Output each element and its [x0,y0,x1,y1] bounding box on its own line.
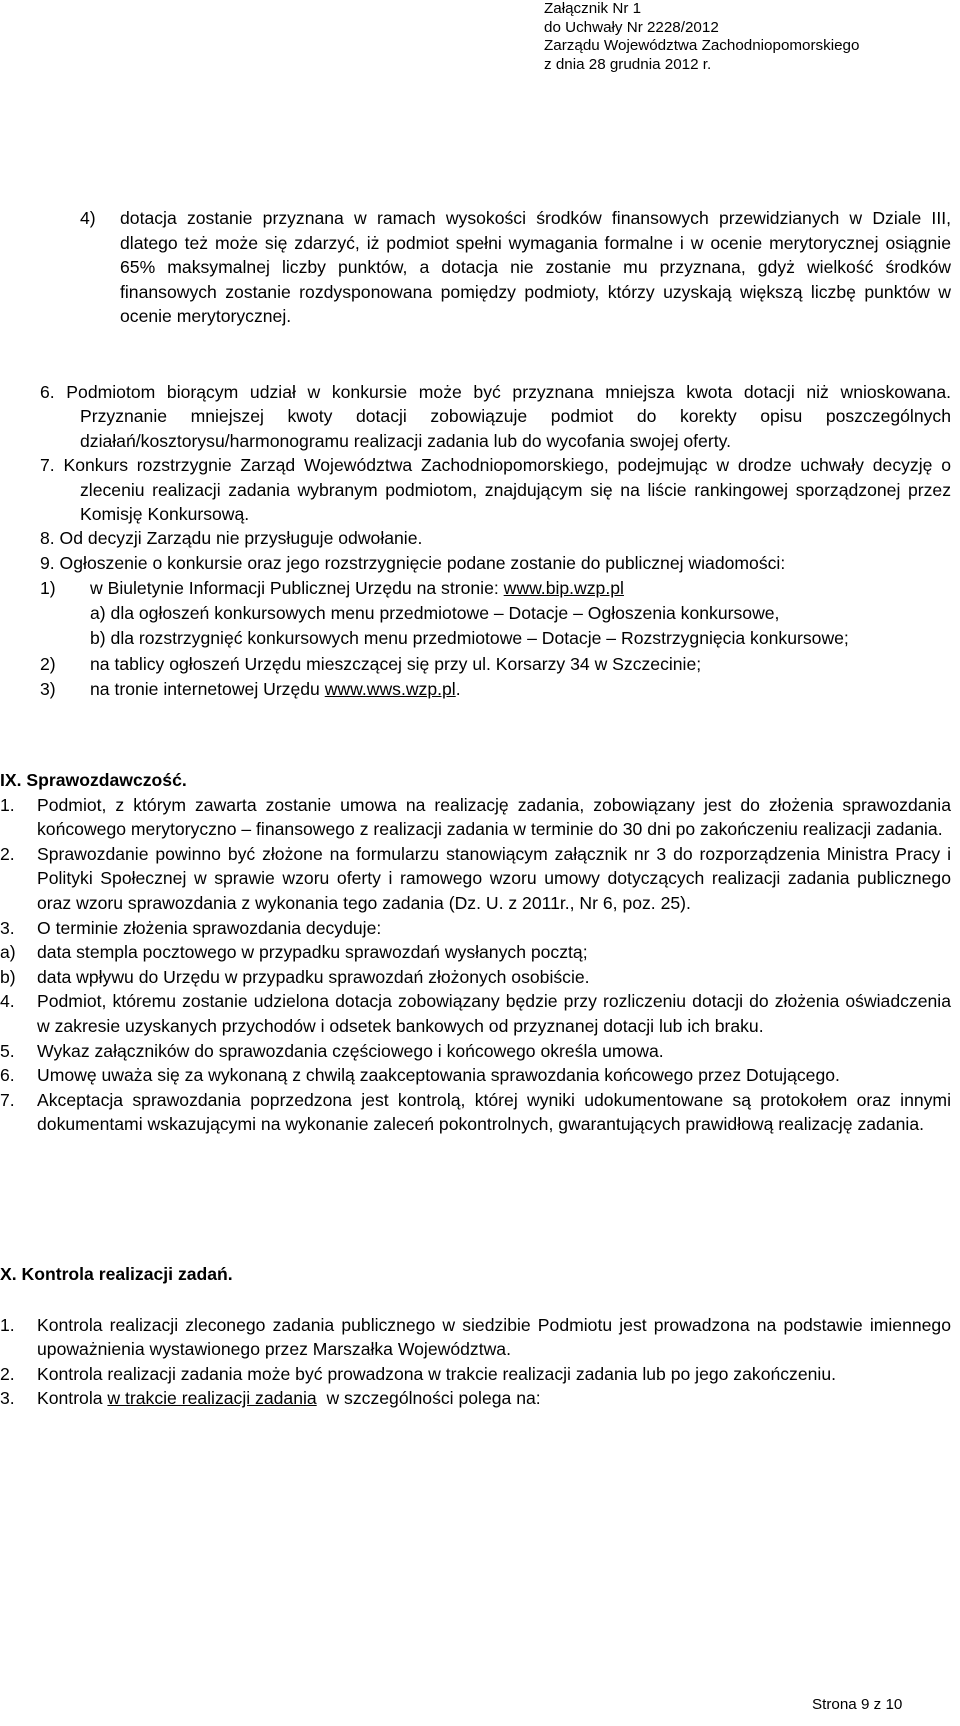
list-item-number: 7. [0,1089,15,1110]
section-reporting [0,768,951,1137]
wws-link[interactable]: www.wws.wzp.pl [324,678,456,699]
list-item-text: Podmiot, z którym zawarta zostanie umowa na realizację zadania, zobowiązany jest do złożenia sprawozdania końcowego merytoryczno – finansowego z realizacji zadania w terminie do 30 dni po zakończeniu realizacji zadania. [37,794,951,840]
list-item [0,1313,951,1362]
paragraph-8: 8. Od decyzji Zarządu nie przysługuje odwołanie. [40,528,423,549]
list-item-text: Sprawozdanie powinno być złożone na formularzu stanowiącym załącznik nr 3 do rozporządzenia Ministra Pracy i Polityki Społecznej w sprawie wzoru oferty i ramowego wzoru umowy dotyczących realizacji zadania publicznego oraz wzoru sprawozdania z wykonania tego zadania (Dz. U. z 2011r., Nr 6, poz. 25). [37,843,951,913]
list-item-number: 6. [0,1065,15,1086]
section-control [0,1262,951,1411]
list-item-text: O terminie złożenia sprawozdania decyduje: [37,917,382,938]
section-list [0,793,951,1137]
list-item-number: 1. [0,794,15,815]
document-header [544,0,930,74]
header-board: Zarządu Województwa Zachodniopomorskiego [544,37,860,55]
list-item [0,1088,951,1137]
numbered-paragraphs [40,380,951,575]
list-item-text: Kontrola w trakcie realizacji zadania w szczególności polega na: [37,1388,541,1409]
list-item [0,1039,951,1064]
list-item [0,1063,951,1088]
section-list [0,1313,951,1387]
header-resolution: do Uchwały Nr 2228/2012 [544,18,719,36]
list-item [0,940,951,965]
list-item-text: data wpływu do Urzędu w przypadku sprawozdań złożonych osobiście. [37,966,590,987]
paragraph-7: 7. Konkurs rozstrzygnie Zarząd Województwa Zachodniopomorskiego, podejmując w drodze uchwały decyzję o zleceniu realizacji zadania wybranym podmiotom, znajdującym się na liście rankingowej sporządzonej przez Komisję Konkursową. [40,455,951,525]
list-item-text: data stempla pocztowego w przypadku sprawozdań wysłanych pocztą; [37,942,588,963]
sub-item-number: 3) [40,678,56,699]
paragraph-6: 6. Podmiotom biorącym udział w konkursie może być przyznana mniejsza kwota dotacji niż wnioskowana. Przyznanie mniejszej kwoty dotacji zobowiązuje podmiot do korekty opisu poszczególnych działań/kosztorysu/harmonogramu realizacji zadania lub do wycofania swojej oferty. [40,382,951,451]
header-attachment: Załącznik Nr 1 [544,0,642,17]
publication-list [40,576,951,702]
list-item-number: a) [0,942,16,963]
bip-link[interactable]: www.bip.wzp.pl [503,578,624,598]
list-item [0,989,951,1038]
list-item [0,793,951,842]
list-item-text: dotacja zostanie przyznana w ramach wysokości środków finansowych przewidzianych w Dziale III, dlatego też może się zdarzyć, iż podmiot spełni wymagania formalne i w ocenie merytorycznej osiągnie 65% maksymalnej liczby punktów, a dotacja nie zostanie mu przyznana, gdyż wielkość środków finansowych zostanie rozdysponowana pomiędzy podmioty, którzy uzyskają większą liczbę punktów w ocenie merytorycznej. [120,208,951,327]
sub-item-website: na tronie internetowej Urzędu www.wws.wzp.pl. [90,678,461,699]
list-item-number: 3. [0,917,15,938]
list-item [0,842,951,916]
list-item-number: 4) [80,208,96,228]
list-item-4 [80,206,951,329]
sub-item-number: 1) [40,578,56,598]
sub-item-bip: w Biuletynie Informacji Publicznej Urzędu na stronie: www.bip.wzp.pl [90,578,624,598]
sub-item-bip-a: a) dla ogłoszeń konkursowych menu przedmiotowe – Dotacje – Ogłoszenia konkursowe, [90,603,780,624]
list-item-text: Umowę uważa się za wykonaną z chwilą zaakceptowania sprawozdania końcowego przez Dotującego. [37,1065,840,1086]
list-item-text: Kontrola realizacji zadania może być prowadzona w trakcie realizacji zadania lub po jego zakończeniu. [37,1363,837,1384]
list-item-number: b) [0,966,16,987]
list-item [0,965,951,990]
sub-item-board: na tablicy ogłoszeń Urzędu mieszczącej się przy ul. Korsarzy 34 w Szczecinie; [90,653,702,674]
list-item-number: 3. [0,1388,15,1409]
list-item-number: 4. [0,991,15,1012]
sub-item-bip-b: b) dla rozstrzygnięć konkursowych menu przedmiotowe – Dotacje – Rozstrzygnięcia konkursowe; [90,628,849,649]
list-item-number: 2. [0,843,15,864]
list-item-text: Akceptacja sprawozdania poprzedzona jest kontrolą, której wyniki udokumentowane są protokołem oraz innymi dokumentami wskazującymi na wykonanie zaleceń pokontrolnych, gwarantujących prawidłową realizację zadania. [37,1089,951,1135]
list-item [0,1362,951,1387]
list-item-text: Wykaz załączników do sprawozdania częściowego i końcowego określa umowa. [37,1040,664,1061]
paragraph-9: 9. Ogłoszenie o konkursie oraz jego rozstrzygnięcie podane zostanie do publicznej wiadomości: [40,552,786,573]
list-item-text: Podmiot, któremu zostanie udzielona dotacja zobowiązany będzie przy rozliczeniu dotacji do złożenia oświadczenia w zakresie uzyskanych przychodów i odsetek bankowych od przyznanej dotacji lub ich braku. [37,991,951,1036]
section-heading: IX. Sprawozdawczość. [0,770,187,790]
list-item-number: 5. [0,1040,15,1061]
section-heading: X. Kontrola realizacji zadań. [0,1264,233,1284]
list-item-number: 1. [0,1314,15,1335]
sub-item-number: 2) [40,653,56,674]
page-number: Strona 9 z 10 [812,1696,903,1713]
list-item-text: Kontrola realizacji zleconego zadania publicznego w siedzibie Podmiotu jest prowadzona na podstawie imiennego upoważnienia wystawionego przez Marszałka Województwa. [37,1314,951,1360]
list-item-number: 2. [0,1363,15,1384]
header-date: z dnia 28 grudnia 2012 r. [544,55,712,73]
list-item [0,916,951,941]
